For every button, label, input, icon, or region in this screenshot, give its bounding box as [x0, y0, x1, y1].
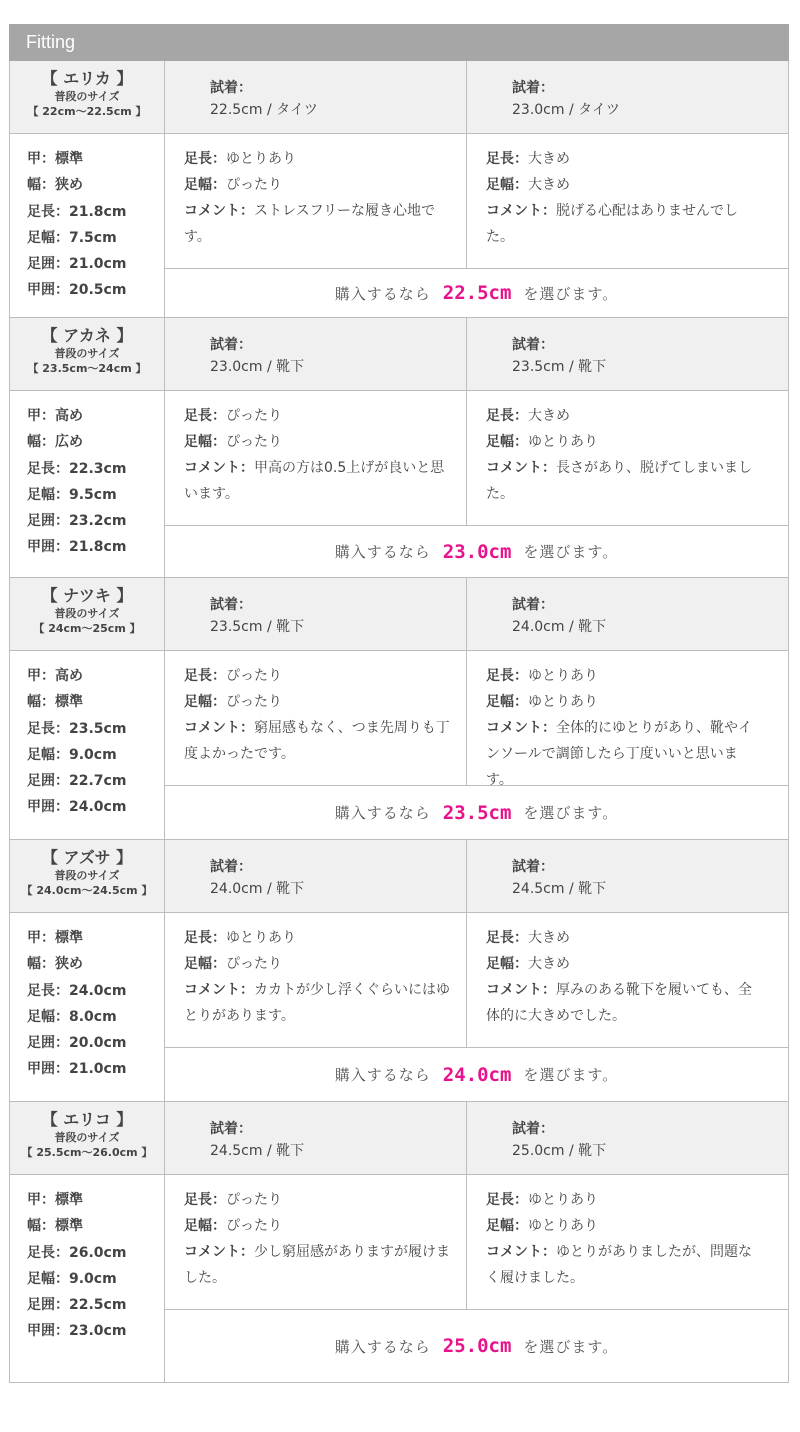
tester-name-cell: [10, 61, 165, 133]
fb-width: 足幅：ゆとりあり: [486, 434, 598, 450]
fb-length: 足長：ゆとりあり: [184, 151, 296, 167]
trial-size-value: 23.5cm / 靴下: [210, 619, 305, 635]
trial-header-row: [10, 840, 788, 913]
section-title: Fitting: [26, 32, 76, 52]
trial-label: 試着：: [210, 1121, 252, 1137]
buy-prefix: 購入するなら: [334, 543, 431, 561]
fb-length: 足長：ゆとりあり: [184, 930, 296, 946]
fb-comment: コメント：窮屈感もなく、つま先周りも丁度よかったです。: [184, 720, 450, 762]
trial-size-2: [467, 578, 769, 650]
buy-suffix: を選びます。: [523, 1337, 619, 1356]
trial-header-row: [10, 1102, 788, 1175]
tester-name-cell: [10, 1102, 165, 1174]
fb-length: 足長：ぴったり: [184, 668, 282, 684]
trial-size-value: 24.5cm / 靴下: [210, 1143, 305, 1159]
feedback-area: [165, 134, 788, 317]
foot-specs: [10, 651, 165, 839]
tester-block: [9, 61, 789, 318]
usual-size-label: 普段のサイズ: [54, 607, 120, 620]
feedback-row: [165, 913, 788, 1048]
trial-size-1: [165, 61, 467, 133]
trial-size-2: [467, 1102, 769, 1174]
buy-prefix: 購入するなら: [334, 1337, 431, 1356]
trial-size-1: [165, 578, 467, 650]
fb-comment: コメント：ストレスフリーな履き心地です。: [184, 203, 436, 245]
tester-name: 【 エリカ 】: [41, 69, 133, 88]
buy-suffix: を選びます。: [523, 543, 619, 561]
tester-list: [9, 61, 789, 1383]
spec-width: 幅：標準: [27, 1218, 83, 1235]
fb-length: 足長：大きめ: [486, 408, 570, 424]
purchase-recommendation: [165, 1048, 788, 1101]
spec-foot-girth: 足囲：23.2cm: [27, 513, 127, 530]
usual-size-label: 普段のサイズ: [54, 90, 120, 103]
spec-foot-girth: 足囲：22.7cm: [27, 773, 127, 790]
spec-width: 幅：狭め: [27, 956, 83, 973]
trial-size-value: 23.0cm / タイツ: [512, 102, 620, 118]
fb-comment: コメント：全体的にゆとりがあり、靴やインソールで調節したら丁度いいと思います。: [486, 720, 752, 788]
spec-foot-girth: 足囲：20.0cm: [27, 1035, 127, 1052]
fb-width: 足幅：ぴったり: [184, 434, 282, 450]
purchase-recommendation: [165, 786, 788, 839]
feedback-area: [165, 391, 788, 577]
trial-size-value: 25.0cm / 靴下: [512, 1143, 607, 1159]
feedback-trial-2: [467, 1175, 769, 1309]
trial-label: 試着：: [512, 80, 554, 96]
purchase-recommendation: [165, 1310, 788, 1382]
spec-foot-length: 足長：22.3cm: [27, 460, 127, 477]
trial-size-2: [467, 840, 769, 912]
buy-prefix: 購入するなら: [334, 284, 431, 303]
fb-width: 足幅：大きめ: [486, 956, 570, 972]
feedback-trial-2: [467, 134, 769, 268]
section-header: [9, 24, 789, 61]
trial-label: 試着：: [512, 859, 554, 875]
tester-block: [9, 318, 789, 578]
buy-prefix: 購入するなら: [334, 804, 431, 822]
fb-length: 足長：ゆとりあり: [486, 1192, 598, 1208]
spec-foot-width: 足幅：9.0cm: [27, 746, 117, 763]
fb-comment: コメント：ゆとりがありましたが、問題なく履けました。: [486, 1244, 752, 1286]
detail-row: [10, 1175, 788, 1382]
spec-instep: 甲：高め: [27, 668, 83, 684]
foot-specs: [10, 391, 165, 577]
fb-comment: コメント：少し窮屈感がありますが履けました。: [184, 1244, 450, 1286]
fb-comment: コメント：長さがあり、脱げてしまいました。: [486, 460, 752, 502]
spec-instep: 甲：標準: [27, 151, 83, 167]
trial-size-value: 24.5cm / 靴下: [512, 881, 607, 897]
feedback-trial-1: [165, 651, 467, 785]
trial-size-2: [467, 318, 769, 390]
fb-length: 足長：ぴったり: [184, 408, 282, 424]
spec-foot-girth: 足囲：21.0cm: [27, 256, 127, 273]
feedback-row: [165, 391, 788, 526]
fb-comment: コメント：脱げる心配はありませんでした。: [486, 203, 738, 245]
buy-size: 24.0cm: [442, 1063, 512, 1086]
feedback-trial-1: [165, 1175, 467, 1309]
fitting-table: [9, 24, 789, 1383]
spec-foot-girth: 足囲：22.5cm: [27, 1297, 127, 1314]
feedback-trial-1: [165, 913, 467, 1047]
spec-width: 幅：広め: [27, 434, 83, 451]
trial-label: 試着：: [512, 1121, 554, 1137]
usual-size-range: 【 22cm～22.5cm 】: [27, 105, 147, 118]
spec-instep-girth: 甲囲：21.8cm: [27, 539, 127, 556]
spec-foot-length: 足長：26.0cm: [27, 1244, 127, 1261]
spec-foot-length: 足長：21.8cm: [27, 203, 127, 220]
fb-comment: コメント：厚みのある靴下を履いても、全体的に大きめでした。: [486, 982, 752, 1024]
feedback-row: [165, 1175, 788, 1310]
purchase-recommendation: [165, 269, 788, 317]
foot-specs: [10, 1175, 165, 1382]
detail-row: [10, 913, 788, 1101]
buy-suffix: を選びます。: [523, 284, 619, 303]
feedback-area: [165, 913, 788, 1101]
spec-instep-girth: 甲囲：21.0cm: [27, 1061, 127, 1078]
spec-width: 幅：狭め: [27, 177, 83, 194]
trial-label: 試着：: [210, 337, 252, 353]
feedback-row: [165, 651, 788, 786]
buy-size: 23.0cm: [442, 540, 512, 563]
feedback-trial-2: [467, 651, 769, 788]
fb-width: 足幅：ゆとりあり: [486, 694, 598, 710]
detail-row: [10, 134, 788, 317]
buy-suffix: を選びます。: [523, 1066, 619, 1084]
trial-label: 試着：: [512, 337, 554, 353]
buy-size: 22.5cm: [442, 282, 512, 304]
detail-row: [10, 391, 788, 577]
fb-width: 足幅：ぴったり: [184, 956, 282, 972]
tester-block: [9, 1102, 789, 1383]
trial-size-value: 23.5cm / 靴下: [512, 359, 607, 375]
detail-row: [10, 651, 788, 839]
feedback-trial-2: [467, 391, 769, 525]
buy-size: 25.0cm: [442, 1335, 512, 1357]
spec-instep-girth: 甲囲：24.0cm: [27, 799, 127, 816]
trial-size-value: 24.0cm / 靴下: [512, 619, 607, 635]
buy-size: 23.5cm: [442, 801, 512, 824]
spec-foot-width: 足幅：7.5cm: [27, 229, 117, 246]
trial-label: 試着：: [210, 597, 252, 613]
tester-block: [9, 840, 789, 1102]
trial-size-value: 22.5cm / タイツ: [210, 102, 318, 118]
tester-name: 【 エリコ 】: [41, 1110, 133, 1129]
trial-header-row: [10, 318, 788, 391]
trial-label: 試着：: [210, 80, 252, 96]
trial-size-1: [165, 840, 467, 912]
tester-block: [9, 578, 789, 840]
trial-label: 試着：: [512, 597, 554, 613]
fb-width: 足幅：ぴったり: [184, 177, 282, 193]
fb-width: 足幅：ぴったり: [184, 1218, 282, 1234]
tester-name-cell: [10, 318, 165, 390]
usual-size-label: 普段のサイズ: [54, 347, 120, 360]
feedback-trial-1: [165, 391, 467, 525]
usual-size-label: 普段のサイズ: [54, 869, 120, 882]
fb-length: 足長：ゆとりあり: [486, 668, 598, 684]
spec-foot-width: 足幅：8.0cm: [27, 1008, 117, 1025]
spec-instep: 甲：標準: [27, 1192, 83, 1208]
trial-label: 試着：: [210, 859, 252, 875]
spec-instep: 甲：標準: [27, 930, 83, 946]
tester-name: 【 アズサ 】: [41, 848, 133, 867]
foot-specs: [10, 134, 165, 317]
trial-size-2: [467, 61, 769, 133]
spec-instep: 甲：高め: [27, 408, 83, 424]
feedback-trial-2: [467, 913, 769, 1047]
trial-size-value: 24.0cm / 靴下: [210, 881, 305, 897]
fb-length: 足長：ぴったり: [184, 1192, 282, 1208]
spec-foot-length: 足長：23.5cm: [27, 720, 127, 737]
spec-instep-girth: 甲囲：20.5cm: [27, 282, 127, 299]
fb-comment: コメント：甲高の方は0.5上げが良いと思います。: [184, 460, 445, 502]
tester-name: 【 アカネ 】: [41, 326, 133, 345]
foot-specs: [10, 913, 165, 1101]
tester-name-cell: [10, 840, 165, 912]
spec-foot-width: 足幅：9.0cm: [27, 1270, 117, 1287]
usual-size-range: 【 23.5cm～24cm 】: [27, 362, 147, 375]
fb-comment: コメント：カカトが少し浮くぐらいにはゆとりがあります。: [184, 982, 450, 1024]
fb-length: 足長：大きめ: [486, 151, 570, 167]
spec-foot-width: 足幅：9.5cm: [27, 486, 117, 503]
buy-prefix: 購入するなら: [334, 1066, 431, 1084]
feedback-trial-1: [165, 134, 467, 268]
tester-name: 【 ナツキ 】: [41, 586, 133, 605]
trial-header-row: [10, 61, 788, 134]
usual-size-range: 【 25.5cm～26.0cm 】: [21, 1146, 153, 1159]
fb-width: 足幅：ゆとりあり: [486, 1218, 598, 1234]
spec-foot-length: 足長：24.0cm: [27, 982, 127, 999]
purchase-recommendation: [165, 526, 788, 577]
trial-size-value: 23.0cm / 靴下: [210, 359, 305, 375]
feedback-area: [165, 1175, 788, 1382]
usual-size-range: 【 24cm～25cm 】: [33, 622, 141, 635]
fb-length: 足長：大きめ: [486, 930, 570, 946]
feedback-row: [165, 134, 788, 269]
tester-name-cell: [10, 578, 165, 650]
fb-width: 足幅：大きめ: [486, 177, 570, 193]
trial-size-1: [165, 1102, 467, 1174]
spec-instep-girth: 甲囲：23.0cm: [27, 1323, 127, 1340]
buy-suffix: を選びます。: [523, 804, 619, 822]
spec-width: 幅：標準: [27, 694, 83, 711]
trial-size-1: [165, 318, 467, 390]
trial-header-row: [10, 578, 788, 651]
feedback-area: [165, 651, 788, 839]
fb-width: 足幅：ぴったり: [184, 694, 282, 710]
usual-size-range: 【 24.0cm～24.5cm 】: [21, 884, 153, 897]
usual-size-label: 普段のサイズ: [54, 1131, 120, 1144]
